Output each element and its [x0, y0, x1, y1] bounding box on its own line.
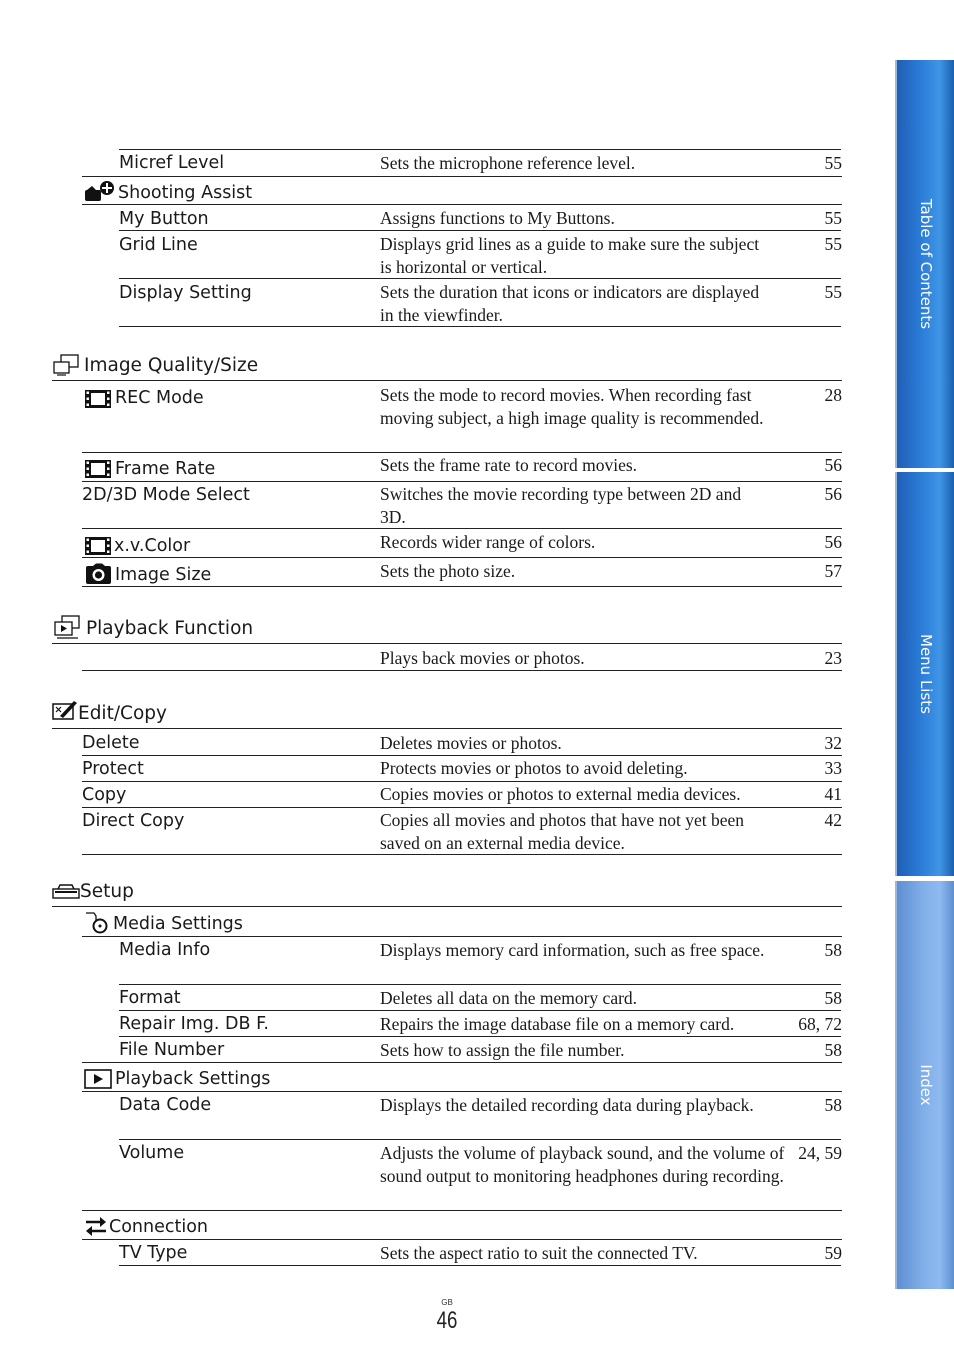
row-name-direct-copy: Direct Copy: [82, 811, 185, 831]
row-page-frame-rate[interactable]: 56: [824, 455, 842, 475]
row-page-2d3d[interactable]: 56: [824, 484, 842, 504]
row-name-display-setting: Display Setting: [119, 283, 252, 303]
row-divider: [82, 528, 842, 529]
row-divider: [119, 326, 841, 327]
row-divider: [82, 670, 842, 671]
row-page-volume[interactable]: 24, 59: [798, 1143, 842, 1163]
row-desc-frame-rate: Sets the frame rate to record movies.: [380, 455, 638, 475]
row-page-data-code[interactable]: 58: [824, 1095, 842, 1115]
row-divider: [82, 452, 842, 453]
row-name-micref: Micref Level: [119, 153, 225, 173]
row-desc-tv-type: Sets the aspect ratio to suit the connected TV.: [380, 1243, 698, 1263]
row-desc-repair: Repairs the image database file on a memory card.: [380, 1014, 735, 1034]
section-divider: [52, 906, 842, 907]
row-name-media-info: Media Info: [119, 940, 211, 960]
row-desc-media-info: Displays memory card information, such as free space.: [380, 940, 765, 960]
row-page-image-size[interactable]: 57: [824, 561, 842, 581]
row-name-image-size: Image Size: [115, 565, 212, 585]
row-desc-volume: Adjusts the volume of playback sound, and the volume of sound output to monitoring headphones during recording.: [380, 1143, 785, 1186]
row-page-grid-line[interactable]: 55: [824, 234, 842, 254]
row-page-playback[interactable]: 23: [824, 648, 842, 668]
row-page-tv-type[interactable]: 59: [824, 1243, 842, 1263]
group-shooting-assist: Shooting Assist: [118, 183, 253, 203]
row-page-file-number[interactable]: 58: [824, 1040, 842, 1060]
row-desc-grid-line: Displays grid lines as a guide to make sure the subject is horizontal or vertical.: [380, 234, 760, 277]
tab-menu-label: Menu Lists: [916, 634, 935, 714]
group-connection: Connection: [109, 1217, 209, 1237]
section-divider: [52, 728, 842, 729]
shooting-assist-icon: [84, 180, 116, 204]
row-page-direct-copy[interactable]: 42: [824, 810, 842, 830]
row-desc-data-code: Displays the detailed recording data during playback.: [380, 1095, 754, 1115]
row-page-protect[interactable]: 33: [824, 758, 842, 778]
row-page-repair[interactable]: 68, 72: [798, 1014, 842, 1034]
setup-icon: [52, 883, 80, 901]
row-page-xvcolor[interactable]: 56: [824, 532, 842, 552]
tab-toc-label: Table of Contents: [916, 198, 935, 330]
row-desc-my-button: Assigns functions to My Buttons.: [380, 208, 615, 228]
row-divider: [119, 149, 841, 150]
row-divider: [119, 1139, 841, 1140]
row-name-volume: Volume: [119, 1143, 185, 1163]
film-icon: [84, 536, 112, 556]
section-divider: [52, 643, 842, 644]
region-code: GB: [441, 1298, 453, 1307]
row-divider: [82, 936, 842, 937]
camera-icon: [85, 563, 112, 585]
row-desc-direct-copy: Copies all movies and photos that have not yet been saved on an external media device.: [380, 810, 745, 853]
row-name-grid-line: Grid Line: [119, 235, 198, 255]
row-desc-display-setting: Sets the duration that icons or indicators are displayed in the viewfinder.: [380, 282, 760, 325]
row-page-my-button[interactable]: 55: [824, 208, 842, 228]
row-divider: [119, 1036, 841, 1037]
row-divider: [119, 1010, 841, 1011]
row-divider: [82, 481, 842, 482]
row-divider: [82, 1239, 842, 1240]
section-playback-function: Playback Function: [86, 618, 254, 639]
row-desc-copy: Copies movies or photos to external media devices.: [380, 784, 741, 804]
tab-menu-lists[interactable]: [895, 472, 954, 876]
tab-index-label: Index: [916, 1064, 935, 1106]
row-name-my-button: My Button: [119, 209, 209, 229]
section-edit-copy: Edit/Copy: [78, 703, 167, 724]
row-name-file-number: File Number: [119, 1040, 225, 1060]
section-setup: Setup: [80, 881, 134, 902]
row-name-frame-rate: Frame Rate: [115, 459, 216, 479]
section-image-quality: Image Quality/Size: [84, 355, 259, 376]
row-desc-micref: Sets the microphone reference level.: [380, 153, 636, 173]
row-divider: [119, 278, 841, 279]
row-divider: [82, 781, 842, 782]
row-name-copy: Copy: [82, 785, 127, 805]
row-divider: [82, 586, 842, 587]
film-icon: [84, 389, 112, 409]
row-desc-format: Deletes all data on the memory card.: [380, 988, 638, 1008]
row-page-media-info[interactable]: 58: [824, 940, 842, 960]
row-name-tv-type: TV Type: [119, 1243, 188, 1263]
row-divider: [82, 1210, 842, 1211]
group-media-settings: Media Settings: [113, 914, 243, 934]
row-name-xvcolor: x.v.Color: [114, 536, 191, 556]
row-name-protect: Protect: [82, 759, 144, 779]
row-name-format: Format: [119, 988, 181, 1008]
row-divider: [82, 755, 842, 756]
playback-function-icon: [52, 615, 82, 639]
row-desc-xvcolor: Records wider range of colors.: [380, 532, 596, 552]
row-desc-protect: Protects movies or photos to avoid deleting.: [380, 758, 688, 778]
row-divider: [82, 1062, 842, 1063]
row-divider: [82, 557, 842, 558]
row-name-data-code: Data Code: [119, 1095, 212, 1115]
row-divider: [82, 1091, 842, 1092]
row-name-rec-mode: REC Mode: [115, 388, 204, 408]
playback-settings-icon: [84, 1069, 112, 1089]
row-name-2d3d: 2D/3D Mode Select: [82, 485, 250, 505]
row-divider: [119, 984, 841, 985]
row-desc-image-size: Sets the photo size.: [380, 561, 516, 581]
row-desc-delete: Deletes movies or photos.: [380, 733, 562, 753]
section-divider: [52, 380, 842, 381]
row-divider: [82, 854, 842, 855]
row-desc-2d3d: Switches the movie recording type between 2D and 3D.: [380, 484, 742, 527]
row-page-display-setting[interactable]: 55: [824, 282, 842, 302]
image-quality-icon: [52, 354, 80, 376]
row-divider: [82, 176, 842, 177]
row-divider: [82, 204, 842, 205]
edit-copy-icon: [52, 699, 78, 721]
page-number: 46: [436, 1307, 458, 1334]
row-page-copy[interactable]: 41: [824, 784, 842, 804]
film-icon: [84, 459, 112, 479]
media-settings-icon: [84, 912, 112, 934]
row-name-delete: Delete: [82, 733, 140, 753]
row-divider: [119, 230, 841, 231]
row-desc-rec-mode: Sets the mode to record movies. When recording fast moving subject, a high image quality is recommended.: [380, 385, 764, 428]
connection-icon: [84, 1215, 108, 1237]
tab-table-of-contents[interactable]: [895, 60, 954, 468]
group-playback-settings: Playback Settings: [115, 1069, 271, 1089]
row-divider: [82, 807, 842, 808]
row-divider: [119, 1265, 841, 1266]
row-desc-file-number: Sets how to assign the file number.: [380, 1040, 625, 1060]
tab-index[interactable]: [895, 881, 954, 1289]
row-page-delete[interactable]: 32: [824, 733, 842, 753]
row-page-micref[interactable]: 55: [824, 153, 842, 173]
row-page-format[interactable]: 58: [824, 988, 842, 1008]
row-name-repair: Repair Img. DB F.: [119, 1014, 269, 1034]
row-page-rec-mode[interactable]: 28: [824, 385, 842, 405]
row-desc-playback: Plays back movies or photos.: [380, 648, 585, 668]
